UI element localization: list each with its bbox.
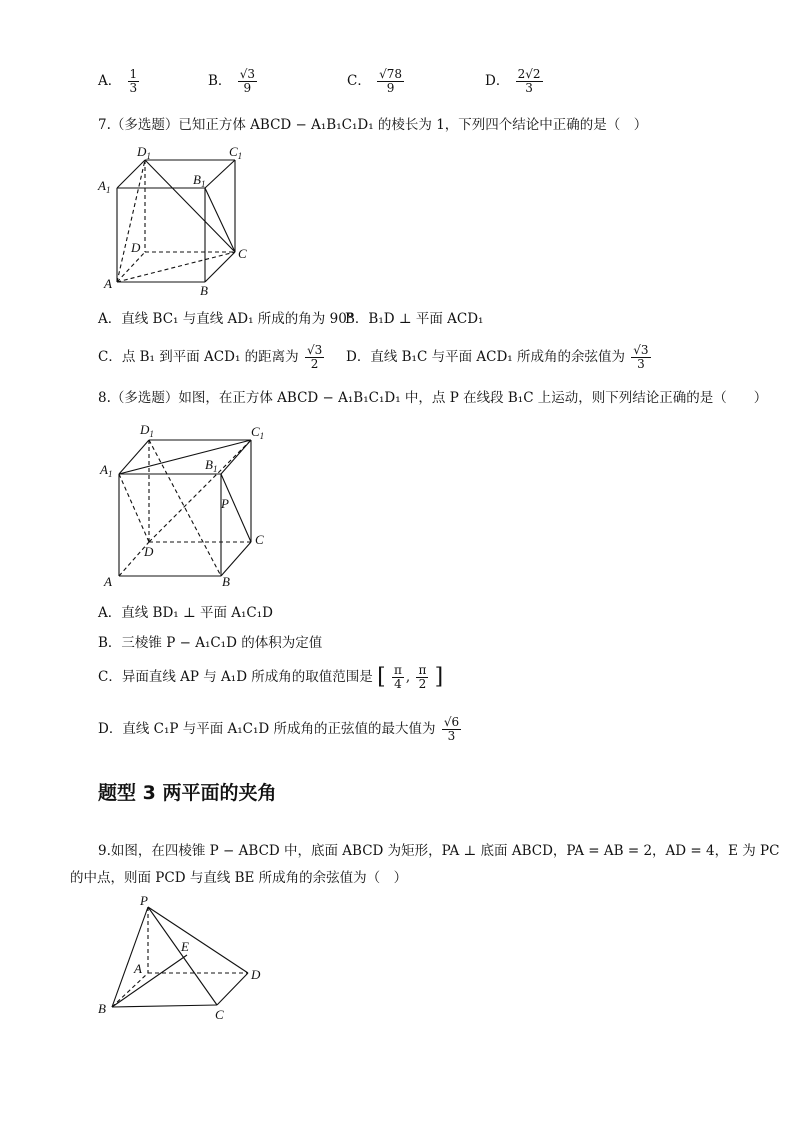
q7-option-a: A．直线 BC₁ 与直线 AD₁ 所成的角为 90°	[98, 311, 354, 327]
q7-option-d-text: D．直线 B₁C 与平面 ACD₁ 所成角的余弦值为	[346, 349, 625, 365]
q8-option-a: A．直线 BD₁ ⊥ 平面 A₁C₁D	[98, 605, 273, 621]
q8-label-b: B	[222, 574, 230, 589]
q8-label-b1: $B_1$	[205, 457, 218, 474]
q7-option-d-numerator: √3	[633, 343, 649, 357]
q7-option-c-denominator: 2	[310, 357, 319, 371]
q6-option-c-label: C．	[347, 73, 371, 89]
q8-option-c-text: C．异面直线 AP 与 A₁D 所成角的取值范围是	[98, 669, 373, 685]
q8-option-c-range-lower-denominator: 4	[394, 677, 402, 691]
q8-label-a1: $A_1$	[100, 462, 113, 479]
q6-option-c	[347, 68, 406, 95]
q8-option-d-denominator: 3	[447, 729, 456, 743]
q7-option-c-fraction	[305, 344, 324, 371]
q7-label-a1: $A_1$	[98, 178, 111, 195]
q6-option-d-fraction	[516, 68, 543, 95]
q6-option-a-label: A．	[98, 73, 122, 89]
q6-option-a	[98, 68, 141, 95]
q9-label-d: D	[251, 967, 261, 982]
q9-label-a: A	[134, 961, 142, 976]
q8-option-c-range-upper	[416, 664, 428, 691]
q9-pyramid-figure	[92, 893, 277, 1028]
q7-option-d-fraction	[631, 344, 650, 371]
q7-option-d	[346, 344, 653, 371]
section-heading: 题型 3 两平面的夹角	[98, 782, 277, 804]
q8-option-b: B．三棱锥 P − A₁C₁D 的体积为定值	[98, 635, 323, 651]
q7-label-b: B	[200, 283, 208, 298]
q6-option-b-label: B．	[208, 73, 232, 89]
q8-option-c-range-lower-numerator: π	[394, 663, 402, 677]
q6-option-d-numerator: 2√2	[517, 67, 541, 81]
q8-option-d-text: D．直线 C₁P 与平面 A₁C₁D 所成角的正弦值的最大值为	[98, 721, 436, 737]
q9-label-c: C	[215, 1007, 224, 1022]
q7-option-b: B．B₁D ⊥ 平面 ACD₁	[345, 311, 484, 327]
q8-label-p: P	[221, 496, 229, 511]
q9-label-p: P	[140, 893, 148, 908]
q8-label-c1: $C_1$	[251, 424, 265, 441]
q7-label-a: A	[104, 276, 112, 291]
q8-option-d	[98, 716, 463, 743]
q7-label-c1: $C_1$	[229, 144, 243, 161]
q7-label-b1: $B_1$	[193, 172, 206, 189]
q8-option-c-range-upper-numerator: π	[418, 663, 427, 677]
q8-option-d-fraction	[442, 716, 461, 743]
q7-label-d1: $D_1$	[137, 144, 151, 161]
q6-option-a-numerator: 1	[129, 67, 138, 81]
q8-cube-figure	[95, 418, 285, 590]
q7-cube-figure	[95, 140, 265, 300]
q7-stem: 7.（多选题）已知正方体 ABCD − A₁B₁C₁D₁ 的棱长为 1，下列四个结论中正确的是（ ）	[98, 117, 648, 133]
q6-option-a-fraction	[128, 68, 140, 95]
q7-option-c-text: C．点 B₁ 到平面 ACD₁ 的距离为	[98, 349, 299, 365]
q8-option-c-range-upper-denominator: 2	[418, 677, 427, 691]
q6-option-c-numerator: √78	[379, 67, 403, 81]
q8-stem: 8.（多选题）如图，在正方体 ABCD − A₁B₁C₁D₁ 中，点 P 在线段 B₁C 上运动，则下列结论正确的是（ ）	[98, 390, 768, 406]
q6-option-d-denominator: 3	[525, 81, 533, 95]
q7-label-c: C	[238, 246, 247, 261]
q6-option-b-numerator: √3	[239, 67, 255, 81]
q6-option-b-fraction	[238, 68, 257, 95]
q9-label-b: B	[98, 1001, 106, 1016]
q8-option-d-numerator: √6	[443, 715, 460, 729]
q7-label-d: D	[131, 240, 141, 255]
q7-option-c	[98, 344, 326, 371]
q6-option-d	[485, 68, 545, 95]
q7-option-d-denominator: 3	[637, 357, 645, 371]
q8-label-a: A	[104, 574, 112, 589]
q8-option-c-range-lower	[392, 664, 404, 691]
q6-option-a-denominator: 3	[129, 81, 138, 95]
q6-option-b-denominator: 9	[243, 81, 252, 95]
q6-option-c-denominator: 9	[386, 81, 395, 95]
q6-option-b	[208, 68, 259, 95]
q8-label-d1: $D_1$	[140, 422, 154, 439]
q8-label-d: D	[144, 544, 154, 559]
q7-option-c-numerator: √3	[306, 343, 323, 357]
q9-stem-line-1: 9.如图，在四棱锥 P − ABCD 中，底面 ABCD 为矩形，PA ⊥ 底面 ABCD，PA = AB = 2，AD = 4，E 为 PC	[98, 843, 780, 859]
q8-option-c: C．异面直线 AP 与 A₁D 所成角的取值范围是 [ $\frac{\pi}{4}$ , $\frac{\pi}{2}$ ]	[98, 663, 444, 691]
q9-label-e: E	[181, 939, 189, 954]
q6-option-c-fraction	[377, 68, 404, 95]
q6-option-d-label: D．	[485, 73, 510, 89]
q9-stem-line-2: 的中点，则面 PCD 与直线 BE 所成角的余弦值为（ ）	[70, 870, 408, 886]
q8-label-c: C	[255, 532, 264, 547]
